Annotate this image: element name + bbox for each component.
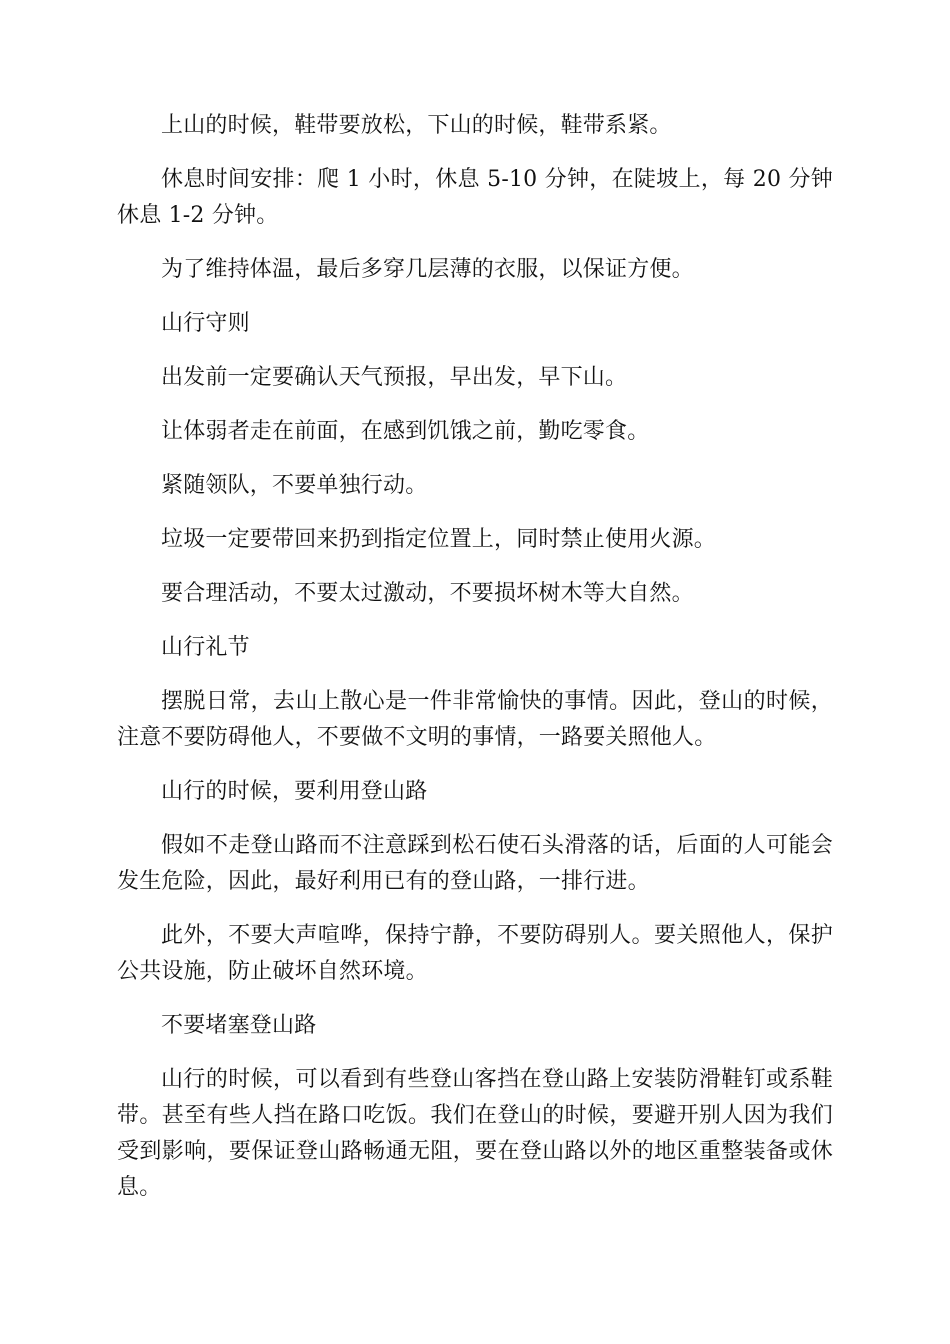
document-page — [117, 108, 833, 1224]
paragraph-garbage: 垃圾一定要带回来扔到指定位置上，同时禁止使用火源。 — [161, 527, 717, 552]
paragraph-quiet: 此外，不要大声喧哗，保持宁静，不要防碍别人。要关照他人，保护公共设施，防止破坏自然环境。 — [117, 923, 833, 984]
section-heading-no-blocking: 不要堵塞登山路 — [161, 1013, 317, 1038]
paragraph-rest-schedule: 休息时间安排：爬 1 小时，休息 5-10 分钟，在陡坡上，每 20 分钟休息 1-2 分钟。 — [117, 167, 833, 228]
paragraph-follow-leader: 紧随领队，不要单独行动。 — [161, 473, 428, 498]
section-heading-use-trail: 山行的时候，要利用登山路 — [161, 779, 428, 804]
paragraph-shoelace: 上山的时候，鞋带要放松，下山的时候，鞋带系紧。 — [161, 113, 672, 138]
paragraph-weak-first: 让体弱者走在前面，在感到饥饿之前，勤吃零食。 — [161, 419, 650, 444]
section-heading-rules: 山行守则 — [161, 311, 250, 336]
paragraph-clothing: 为了维持体温，最后多穿几层薄的衣服，以保证方便。 — [161, 257, 694, 282]
paragraph-nature: 要合理活动，不要太过激动，不要损坏树木等大自然。 — [161, 581, 694, 606]
paragraph-use-trail: 假如不走登山路而不注意踩到松石使石头滑落的话，后面的人可能会发生危险，因此，最好利用已有的登山路，一排行进。 — [117, 833, 833, 894]
paragraph-no-blocking: 山行的时候，可以看到有些登山客挡在登山路上安装防滑鞋钉或系鞋带。甚至有些人挡在路口吃饭。我们在登山的时候，要避开别人因为我们受到影响，要保证登山路畅通无阻，要在登山路以外的地区重整装备或休息。 — [117, 1067, 833, 1200]
paragraph-etiquette-intro: 摆脱日常，去山上散心是一件非常愉快的事情。因此，登山的时候，注意不要防碍他人，不要做不文明的事情，一路要关照他人。 — [117, 689, 833, 750]
section-heading-etiquette: 山行礼节 — [161, 635, 250, 660]
paragraph-weather: 出发前一定要确认天气预报，早出发，早下山。 — [161, 365, 628, 390]
